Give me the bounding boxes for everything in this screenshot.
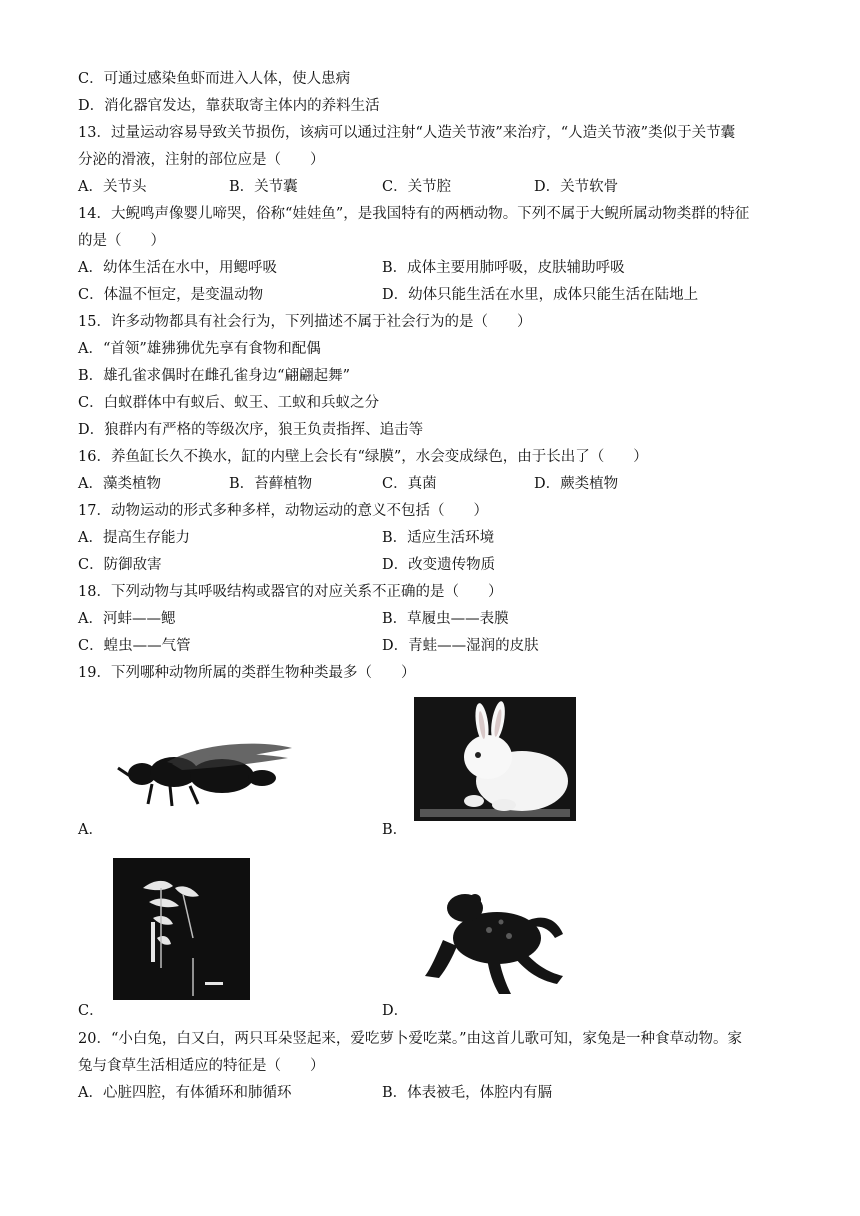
q14-option-b: B．成体主要用肺呼吸，皮肤辅助呼吸 — [382, 260, 625, 276]
q19-stem: 19．下列哪种动物所属的类群生物种类最多（ ） — [78, 665, 416, 681]
q16-option-d: D．蕨类植物 — [534, 476, 619, 492]
q14-option-d: D．幼体只能生活在水里，成体只能生活在陆地上 — [382, 287, 699, 303]
q15-option-d: D．狼群内有严格的等级次序，狼王负责指挥、追击等 — [78, 422, 424, 438]
q20-stem-line1: 20．“小白兔，白又白，两只耳朵竖起来，爱吃萝卜爱吃菜。”由这首儿歌可知，家兔是一种食草动物。家 — [78, 1031, 743, 1047]
frog-photo — [417, 884, 567, 1000]
q13-option-d: D．关节软骨 — [534, 179, 619, 195]
q13-stem-line2: 分泌的滑液，注射的部位应是（ ） — [78, 152, 325, 168]
q15-stem: 15．许多动物都具有社会行为，下列描述不属于社会行为的是（ ） — [78, 314, 532, 330]
q12-option-c: C．可通过感染鱼虾而进入人体，使人患病 — [78, 71, 351, 87]
q14-stem-line1: 14．大鲵鸣声像婴儿啼哭，俗称“娃娃鱼”，是我国特有的两栖动物。下列不属于大鲵所属动物类群的特征 — [78, 206, 750, 222]
q17-option-c: C．防御敌害 — [78, 557, 162, 573]
q13-option-b: B．关节囊 — [229, 179, 298, 195]
q14-stem-line2: 的是（ ） — [78, 233, 165, 249]
q20-option-a: A．心脏四腔，有体循环和肺循环 — [78, 1085, 292, 1101]
q18-option-b: B．草履虫——表膜 — [382, 611, 509, 627]
q13-stem-line1: 13．过量运动容易导致关节损伤，该病可以通过注射“人造关节液”来治疗，“人造关节液”类似于关节囊 — [78, 125, 736, 141]
q15-option-c: C．白蚁群体中有蚁后、蚁王、工蚁和兵蚁之分 — [78, 395, 380, 411]
q16-option-a: A．藻类植物 — [78, 476, 161, 492]
q15-option-a: A．“首领”雄狒狒优先享有食物和配偶 — [78, 341, 321, 357]
q18-stem: 18．下列动物与其呼吸结构或器官的对应关系不正确的是（ ） — [78, 584, 503, 600]
q13-option-a: A．关节头 — [78, 179, 147, 195]
bee-photo — [112, 738, 294, 810]
q16-stem: 16．养鱼缸长久不换水，缸的内壁上会长有“绿膜”，水会变成绿色，由于长出了（ ） — [78, 449, 648, 465]
q17-stem: 17．动物运动的形式多种多样，动物运动的意义不包括（ ） — [78, 503, 488, 519]
rabbit-photo — [414, 697, 576, 821]
q19-option-c: C． — [78, 1003, 104, 1019]
q14-option-c: C．体温不恒定，是变温动物 — [78, 287, 264, 303]
q19-option-d: D． — [382, 1003, 409, 1019]
q19-option-b: B． — [382, 822, 408, 838]
q17-option-b: B．适应生活环境 — [382, 530, 495, 546]
q16-option-b: B．苔藓植物 — [229, 476, 313, 492]
q18-option-a: A．河蚌——鳃 — [78, 611, 176, 627]
q14-option-a: A．幼体生活在水中，用鳃呼吸 — [78, 260, 277, 276]
q16-option-c: C．真菌 — [382, 476, 437, 492]
q19-option-a: A． — [78, 822, 103, 838]
q20-stem-line2: 兔与食草生活相适应的特征是（ ） — [78, 1058, 325, 1074]
q13-option-c: C．关节腔 — [382, 179, 452, 195]
q18-option-c: C．蝗虫——气管 — [78, 638, 191, 654]
q18-option-d: D．青蛙——湿润的皮肤 — [382, 638, 539, 654]
q20-option-b: B．体表被毛，体腔内有膈 — [382, 1085, 553, 1101]
fern-photo — [113, 858, 250, 1000]
q17-option-d: D．改变遗传物质 — [382, 557, 496, 573]
q12-option-d: D．消化器官发达，靠获取寄主体内的养料生活 — [78, 98, 380, 114]
q15-option-b: B．雄孔雀求偶时在雌孔雀身边“翩翩起舞” — [78, 368, 350, 384]
q17-option-a: A．提高生存能力 — [78, 530, 190, 546]
